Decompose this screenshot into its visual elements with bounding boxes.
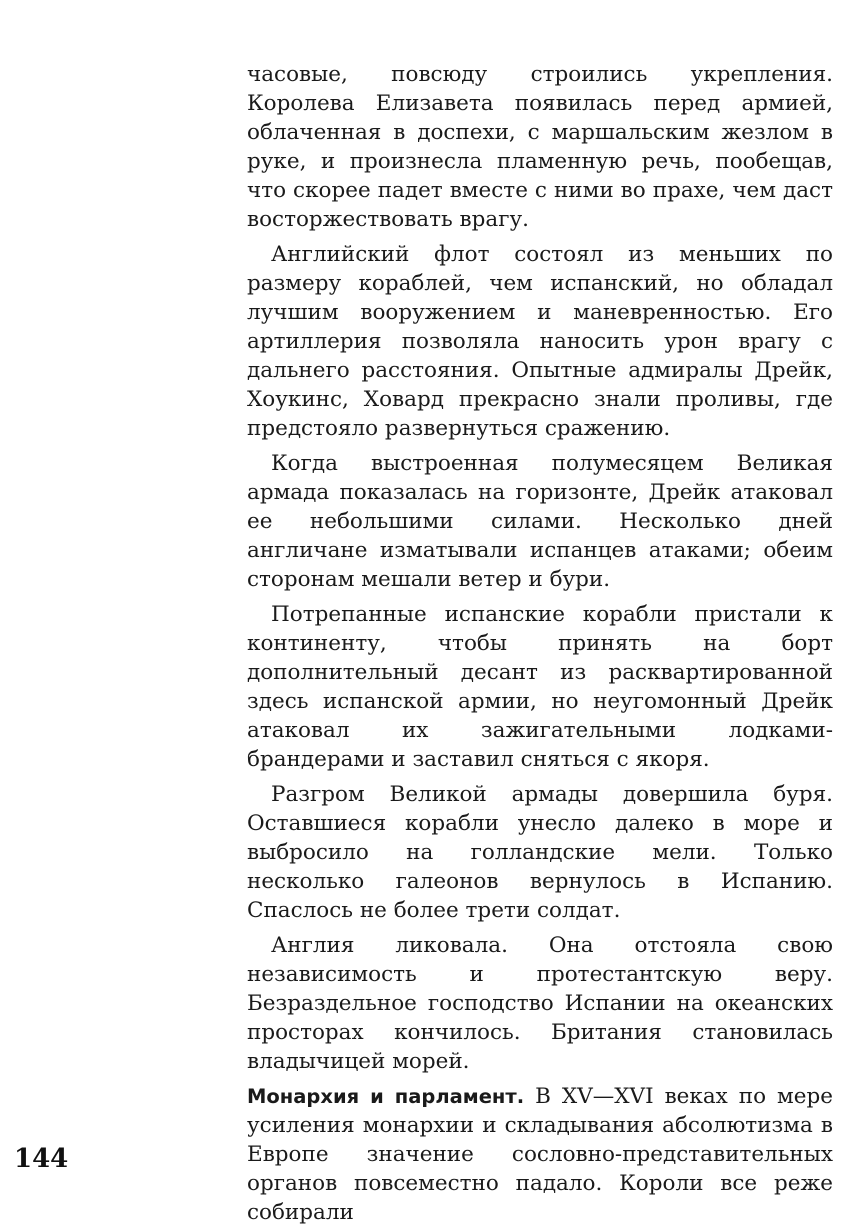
paragraph-3: Когда выстроенная полумесяцем Великая армада показалась на горизонте, Дрейк атаковал ее небольшими силами. Несколько дней англичане изматывали испанцев атаками; обеим сторонам мешали ветер и бури. xyxy=(247,451,833,592)
paragraph-1: часовые, повсюду строились укрепления. Королева Елизавета появилась перед армией, облаченная в доспехи, с маршальским жезлом в руке, и произнесла пламенную речь, пообещав, что скорее падет вместе с ними во прахе, чем даст восторжествовать врагу. xyxy=(247,62,833,232)
paragraph-6: Англия ликовала. Она отстояла свою независимость и протестантскую веру. Безраздельное господство Испании на океанских просторах кончилось. Британия становилась владычицей морей. xyxy=(247,933,833,1074)
paragraph-5: Разгром Великой армады довершила буря. Оставшиеся корабли унесло далеко в море и выбросило на голландские мели. Только несколько галеонов вернулось в Испанию. Спаслось не более трети солдат. xyxy=(247,782,833,923)
paragraph-4: Потрепанные испанские корабли пристали к континенту, чтобы принять на борт дополнительный десант из расквартированной здесь испанской армии, но неугомонный Дрейк атаковал их зажигательными лодками-брандерами и заставил сняться с якоря. xyxy=(247,602,833,772)
section-paragraph xyxy=(247,1082,833,1227)
section-title: Монархия и парламент. xyxy=(247,1085,525,1108)
paragraph-2: Английский флот состоял из меньших по размеру кораблей, чем испанский, но обладал лучшим вооружением и маневренностью. Его артиллерия позволяла наносить урон врагу с дальнего расстояния. Опытные адмиралы Дрейк, Хоукинс, Ховард прекрасно знали проливы, где предстояло развернуться сражению. xyxy=(247,242,833,441)
text-column xyxy=(247,60,833,1227)
section-text: В XV—XVI веках по мере усиления монархии и складывания абсолютизма в Европе значение сословно-представительных органов повсеместно падало. Короли все реже собирали xyxy=(247,1084,833,1225)
page-number: 144 xyxy=(14,1144,69,1174)
